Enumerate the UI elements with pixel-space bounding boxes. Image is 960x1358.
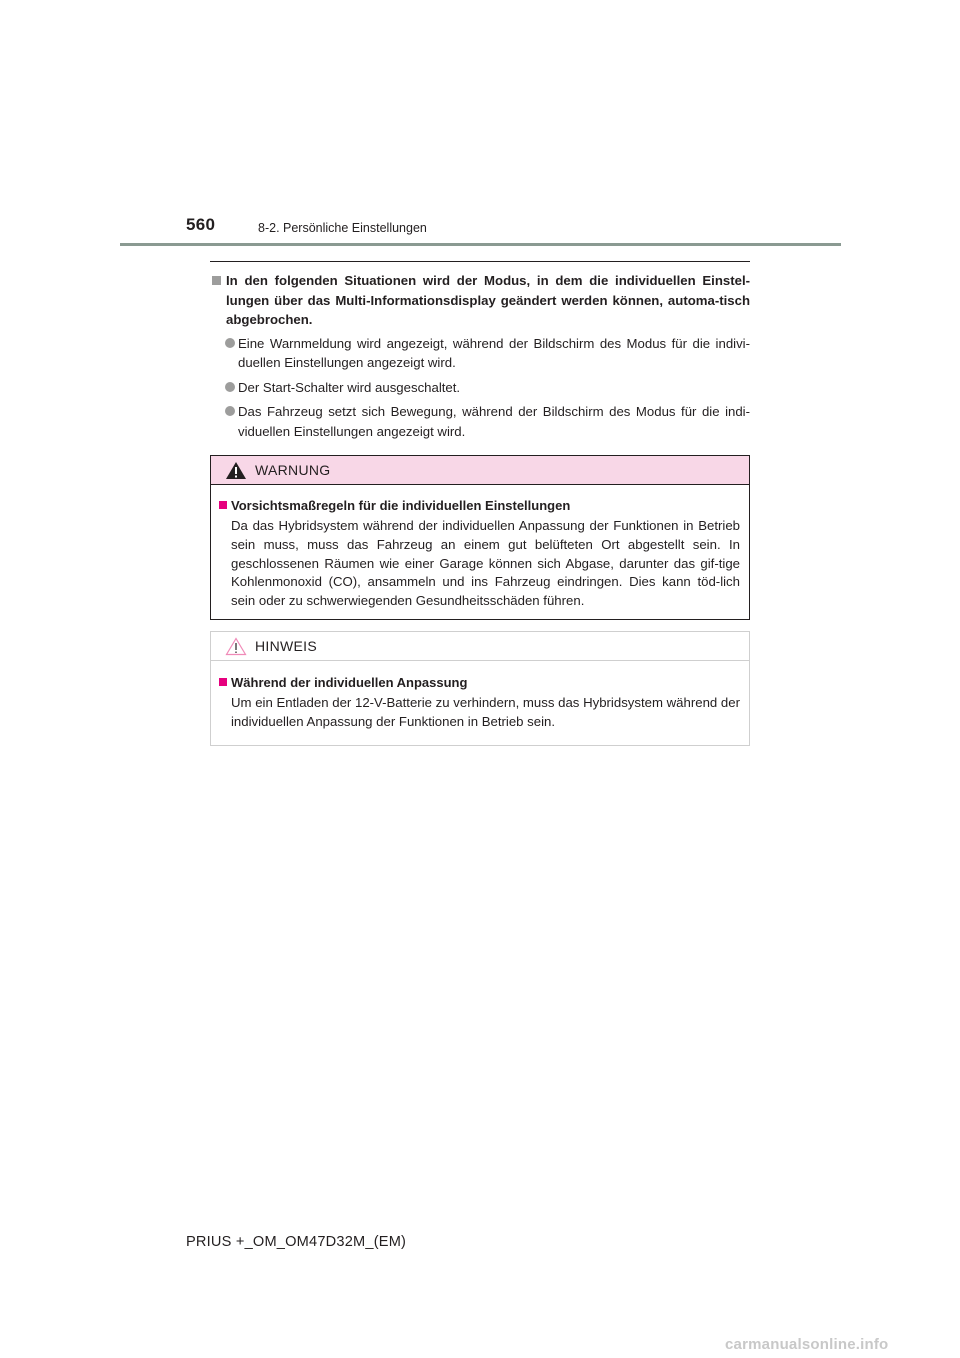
warning-header <box>211 456 749 485</box>
notice-text: Um ein Entladen der 12-V-Batterie zu verhindern, muss das Hybridsystem während der individuellen Anpassung der Funktionen in Betrieb sein. <box>231 695 740 729</box>
list-item <box>210 334 750 373</box>
square-bullet-icon <box>219 678 227 686</box>
list-item-text: Eine Warnmeldung wird angezeigt, während der Bildschirm des Modus für die indivi-duellen Einstellungen angezeigt wird. <box>238 335 750 370</box>
item-heading-text: In den folgenden Situationen wird der Modus, in dem die individuellen Einstel-lungen über das Multi-Informationsdisplay geändert werden können, automa-tisch abgebrochen. <box>226 273 750 327</box>
section-title: 8-2. Persönliche Einstellungen <box>258 221 427 235</box>
round-bullet-icon <box>225 338 235 348</box>
notice-header <box>211 632 749 661</box>
warning-heading <box>217 497 740 515</box>
list-item-text: Das Fahrzeug setzt sich Bewegung, während der Bildschirm des Modus für die indi-viduellen Einstellungen angezeigt wird. <box>238 404 750 439</box>
page-content <box>210 261 750 746</box>
watermark: carmanualsonline.info <box>725 1336 889 1353</box>
notice-heading <box>217 674 740 692</box>
notice-box <box>210 631 750 746</box>
round-bullet-icon <box>225 406 235 416</box>
section-divider <box>210 261 750 262</box>
warning-triangle-outline-icon <box>225 637 247 656</box>
list-item <box>210 378 750 398</box>
square-bullet-icon <box>219 501 227 509</box>
warning-triangle-filled-icon <box>225 461 247 480</box>
list-item-text: Der Start-Schalter wird ausgeschaltet. <box>238 379 461 395</box>
warning-body <box>211 485 749 611</box>
notice-heading-text: Während der individuellen Anpassung <box>231 675 468 690</box>
header-rule <box>120 243 841 246</box>
warning-box <box>210 455 750 620</box>
footer-code: PRIUS +_OM_OM47D32M_(EM) <box>186 1234 407 1250</box>
bullet-list <box>210 334 750 442</box>
warning-text: Da das Hybridsystem während der individuellen Anpassung der Funktionen in Betrieb sein muss, muss das Fahrzeug an einem gut belüfteten Ort abgestellt sein. In geschlossenen Räumen wie einer Garage können sich Abgase, darunter das gif-tige Kohlenmonoxid (CO), ansammeln und ins Fahrzeug eindringen. Dies kann töd-lich sein oder zu schwerwiegenden Gesundheitsschäden führen. <box>231 518 740 609</box>
page-number: 560 <box>186 215 216 234</box>
warning-heading-text: Vorsichtsmaßregeln für die individuellen Einstellungen <box>231 498 571 513</box>
square-bullet-icon <box>212 276 221 285</box>
item-heading <box>210 271 750 330</box>
list-item <box>210 402 750 441</box>
notice-body <box>211 661 749 732</box>
notice-title: HINWEIS <box>255 638 317 654</box>
round-bullet-icon <box>225 382 235 392</box>
warning-title: WARNUNG <box>255 462 331 478</box>
